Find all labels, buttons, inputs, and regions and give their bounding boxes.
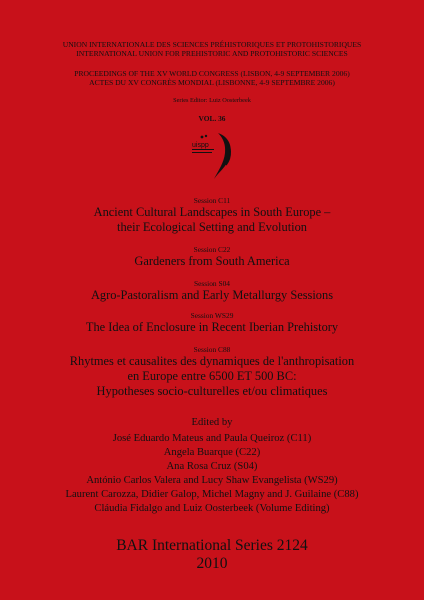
editor-line: António Carlos Valera and Lucy Shaw Evangelista (WS29)	[86, 475, 338, 486]
logo-text: uispp	[192, 142, 209, 149]
series-editor: Series Editor: Luiz Oosterbeek	[173, 97, 251, 104]
editor-line: Ana Rosa Cruz (S04)	[166, 461, 258, 472]
header-line-3: PROCEEDINGS OF THE XV WORLD CONGRESS (LISBON, 4-9 SEPTEMBER 2006)	[74, 69, 350, 78]
editor-line: Angela Buarque (C22)	[163, 447, 261, 458]
uispp-logo	[188, 131, 242, 181]
session-label-c88: Session C88	[193, 345, 231, 354]
session-label-ws29: Session WS29	[190, 311, 234, 320]
session-title-s04: Agro-Pastoralism and Early Metallurgy Sessions	[90, 288, 334, 302]
session-title-c88-line3: Hypotheses socio-culturelles et/ou climatiques	[96, 384, 328, 398]
session-title-c11-line1: Ancient Cultural Landscapes in South Europe –	[93, 205, 331, 219]
session-title-c11-line2: their Ecological Setting and Evolution	[117, 220, 307, 234]
header-line-4: ACTES DU XV CONGRÈS MONDIAL (LISBONNE, 4-9 SEPTEMBRE 2006)	[89, 78, 335, 87]
header-line-1: UNION INTERNATIONALE DES SCIENCES PRÉHISTORIQUES ET PROTOHISTORIQUES	[62, 40, 362, 49]
header-line-2: INTERNATIONAL UNION FOR PREHISTORIC AND PROTOHISTORIC SCIENCES	[76, 49, 348, 58]
series-number: BAR International Series 2124	[116, 537, 308, 554]
session-title-c22: Gardeners from South America	[134, 254, 290, 268]
session-title-ws29: The Idea of Enclosure in Recent Iberian Prehistory	[85, 320, 339, 334]
session-label-s04: Session S04	[194, 279, 230, 288]
volume-number: VOL. 36	[198, 114, 226, 123]
session-label-c11: Session C11	[193, 196, 231, 205]
session-label-c22: Session C22	[193, 245, 231, 254]
publication-year: 2010	[196, 555, 228, 572]
session-title-c88-line2: en Europe entre 6500 ET 500 BC:	[127, 369, 297, 383]
editor-line: José Eduardo Mateus and Paula Queiroz (C11)	[112, 433, 312, 444]
editor-line: Cláudia Fidalgo and Luiz Oosterbeek (Volume Editing)	[94, 503, 330, 514]
editor-line: Laurent Carozza, Didier Galop, Michel Magny and J. Guilaine (C88)	[65, 489, 359, 500]
session-title-c88-line1: Rhytmes et causalites des dynamiques de l'anthropisation	[69, 354, 355, 368]
edited-by-heading: Edited by	[191, 417, 233, 428]
